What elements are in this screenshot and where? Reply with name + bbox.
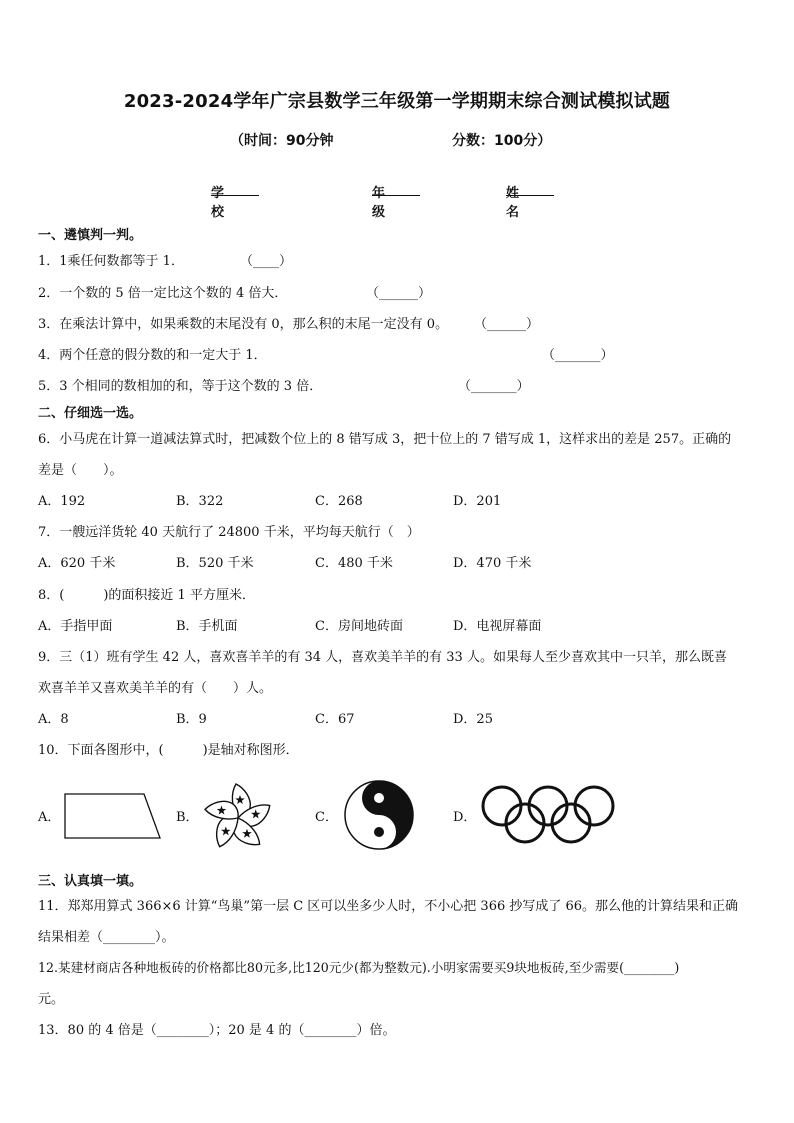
question-5: 5．3 个相同的数相加的和，等于这个数的 3 倍． [38,379,323,394]
name-blank[interactable] [506,182,554,196]
question-1: 1．1乘任何数都等于 1． [38,254,184,269]
q6-option-a[interactable]: A．192 [38,494,86,509]
question-10-line-1: 10．下面各图形中，( )是轴对称图形． [38,743,299,758]
q8-option-a[interactable]: A．手指甲面 [38,619,113,634]
q7-option-d[interactable]: D．470 千米 [453,556,532,571]
question-13-line-1: 13．80 的 4 倍是（________）；20 是 4 的（________）倍。 [38,1023,396,1038]
q6-option-b[interactable]: B．322 [176,494,224,509]
section-2-heading: 二、仔细选一选。 [38,406,143,421]
answer-blank-1[interactable]: （____） [240,254,293,269]
school-blank[interactable] [211,182,259,196]
section-1-heading: 一、遴慎判一判。 [38,228,143,243]
answer-blank-3[interactable]: （______） [474,317,540,332]
question-6-line-2: 差是（ ）。 [38,463,123,478]
q9-option-a[interactable]: A．8 [38,712,69,727]
exam-page: 2023-2024学年广宗县数学三年级第一学期期末综合测试模拟试题 （时间：90分钟 分数：100分） 学校 年级 姓名 一、遴慎判一判。 1．1乘任何数都等于 1． （____） 2．一个数的 5 倍一定比这个数的 4 倍大． （______） 3．在乘法计算中，如果乘数的末尾没有 0，那么积的末尾一定没有 0。 （______） 4．两个任意的假分数的和一定大于 1． （_______） 5．3 个相同的数相加的和，等于这个数的 3 倍． （_______） 二、仔细选一选。 6．小马虎在计算一道减法算式时，把减数个位上的 8 错写成 3，把十位上的 7 错写成 1，这样求出的差是 257。正确的 差是（ ）。 A．192 B．322 C．268 D．201 7．一艘远洋货轮 40 天航行了 24800 千米，平均每天航行（ ） A．620 千米 B．520 千米 C．480 千米 D．470 千米 8．( )的面积接近 1 平方厘米． A．手指甲面 B．手机面 C．房间地砖面 D．电视屏幕面 9．三（1）班有学生 42 人，喜欢喜羊羊的有 34 人，喜欢美羊羊的有 33 人。如果每人至少喜欢其中一只羊，那么既喜 欢喜羊羊又喜欢美羊羊的有（ ）人。 A．8 B．9 C．67 D．25 10．下面各图形中，( )是轴对称图形． A． B． C． D． 三、认真填一填。 11．郑郑用算式 366×6 计算“鸟巢”第一层 C 区可以坐多少人时，不小心把 366 抄写成了 66。那么他的计算结果和正确 结果相差（________）。 12.某建材商店各种地板砖的价格都比80元多,比120元少(都为整数元).小明家需要买9块地板砖,至少需要(________) 元。 13．80 的 4 倍是（________）；20 是 4 的（________）倍。 [0,0,794,1123]
question-2: 2．一个数的 5 倍一定比这个数的 4 倍大． [38,286,288,301]
bauhinia-flower-figure [200,781,276,855]
question-6-line-1: 6．小马虎在计算一道减法算式时，把减数个位上的 8 错写成 3，把十位上的 7 错写成 1，这样求出的差是 257。正确的 [38,432,732,447]
q7-option-b[interactable]: B．520 千米 [176,556,254,571]
score-label: 分数：100分） [452,133,552,149]
q10-option-b[interactable]: B． [176,810,199,825]
q10-option-d[interactable]: D． [453,810,477,825]
q8-option-d[interactable]: D．电视屏幕面 [453,619,542,634]
exam-title: 2023-2024学年广宗县数学三年级第一学期期末综合测试模拟试题 [123,91,671,112]
question-4: 4．两个任意的假分数的和一定大于 1． [38,348,267,363]
q10-option-a[interactable]: A． [38,810,61,825]
q9-option-d[interactable]: D．25 [453,712,493,727]
q7-option-c[interactable]: C．480 千米 [315,556,393,571]
q10-option-c[interactable]: C． [315,810,338,825]
question-12-line-1: 12.某建材商店各种地板砖的价格都比80元多,比120元少(都为整数元).小明家需要买9块地板砖,至少需要(________) [38,960,680,975]
question-11-line-1: 11．郑郑用算式 366×6 计算“鸟巢”第一层 C 区可以坐多少人时，不小心把 366 抄写成了 66。那么他的计算结果和正确 [38,899,739,914]
question-8-line-1: 8．( )的面积接近 1 平方厘米． [38,588,255,603]
time-label: （时间：90分钟 [230,133,334,149]
q6-option-c[interactable]: C．268 [315,494,363,509]
question-12-line-2: 元。 [38,992,65,1007]
question-3: 3．在乘法计算中，如果乘数的末尾没有 0，那么积的末尾一定没有 0。 [38,317,449,332]
q7-option-a[interactable]: A．620 千米 [38,556,116,571]
q6-option-d[interactable]: D．201 [453,494,502,509]
trapezoid-figure [64,793,162,839]
q8-option-b[interactable]: B．手机面 [176,619,238,634]
answer-blank-4[interactable]: （_______） [542,348,614,363]
q8-option-c[interactable]: C．房间地砖面 [315,619,403,634]
yin-yang-figure [343,779,415,851]
q9-option-b[interactable]: B．9 [176,712,207,727]
q9-option-c[interactable]: C．67 [315,712,355,727]
question-9-line-1: 9．三（1）班有学生 42 人，喜欢喜羊羊的有 34 人，喜欢美羊羊的有 33 人。如果每人至少喜欢其中一只羊，那么既喜 [38,650,727,665]
answer-blank-5[interactable]: （_______） [458,379,530,394]
question-7-line-1: 7．一艘远洋货轮 40 天航行了 24800 千米，平均每天航行（ ） [38,525,420,540]
question-11-line-2: 结果相差（________）。 [38,930,175,945]
section-3-heading: 三、认真填一填。 [38,874,143,889]
answer-blank-2[interactable]: （______） [366,286,432,301]
grade-blank[interactable] [372,182,420,196]
olympic-rings-figure [481,785,615,845]
question-9-line-2: 欢喜羊羊又喜欢美羊羊的有（ ）人。 [38,681,273,696]
